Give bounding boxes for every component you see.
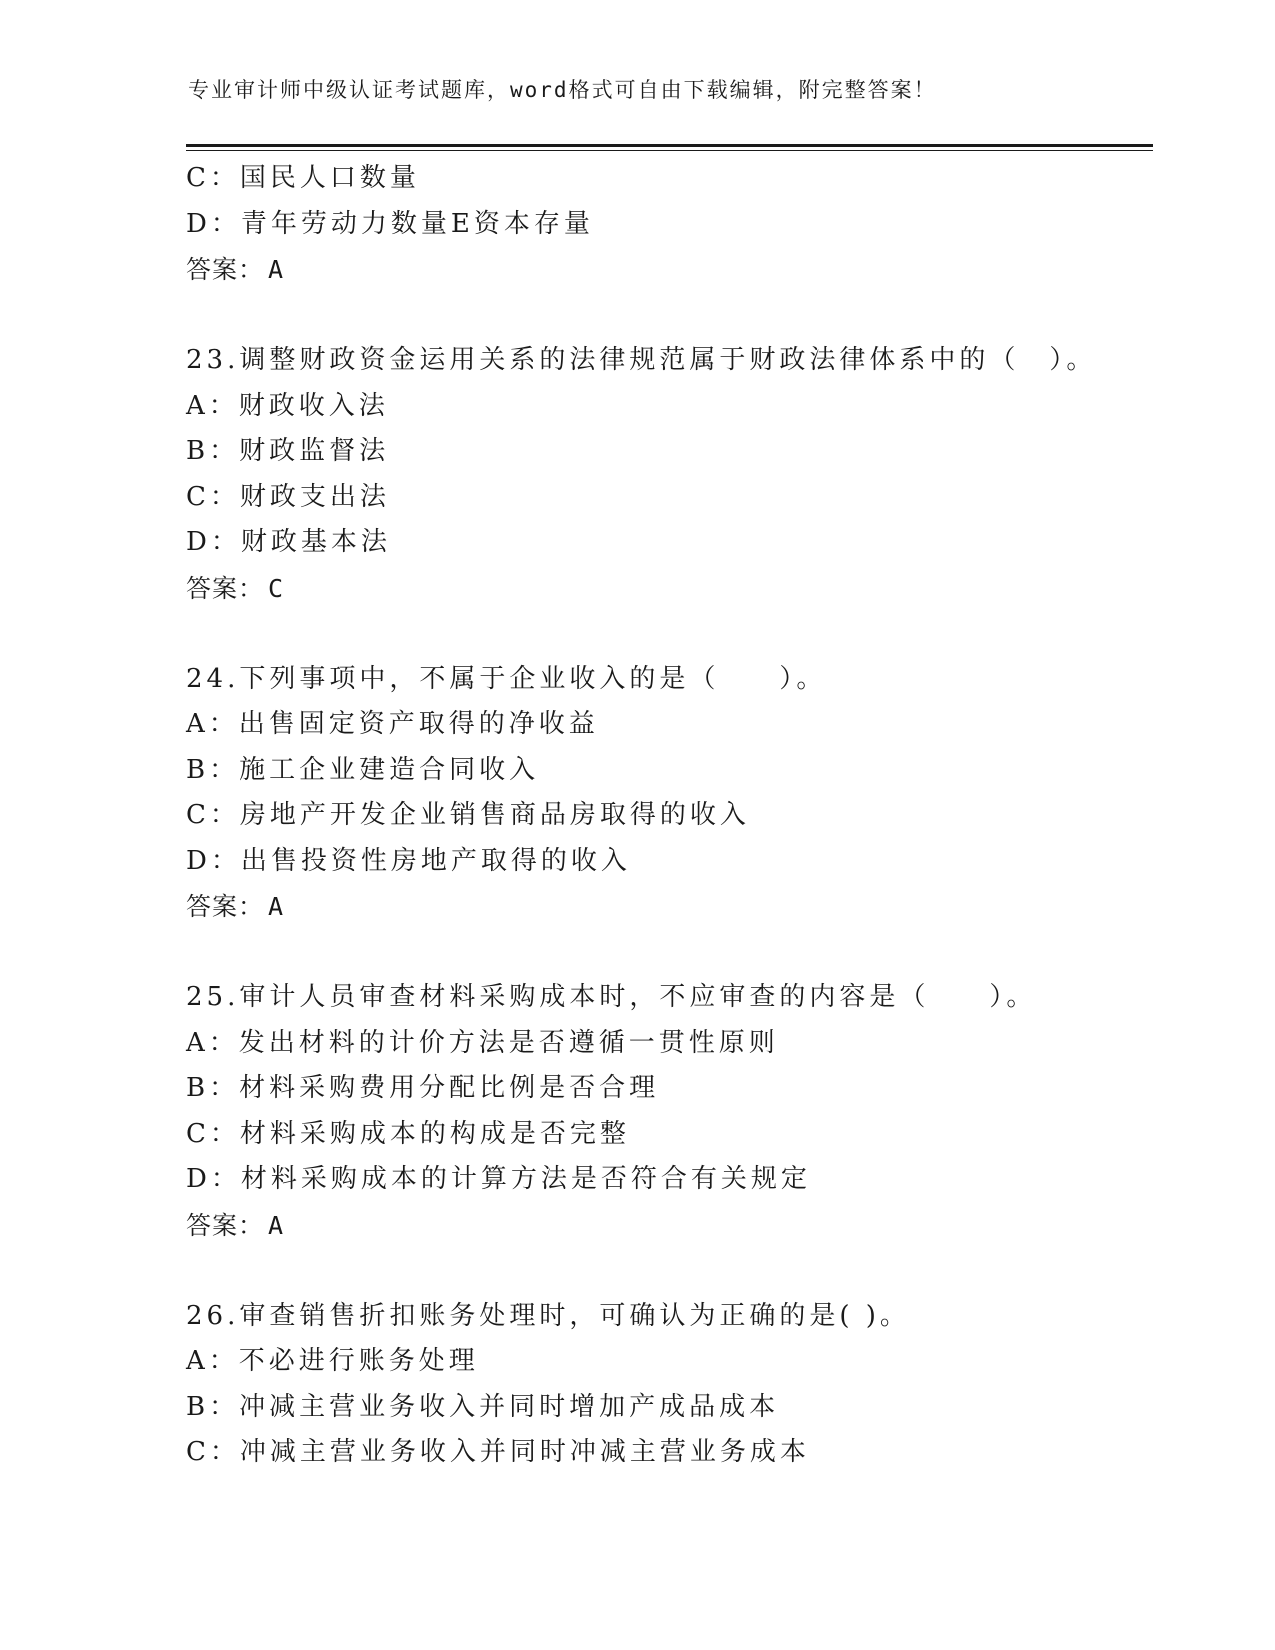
option-c: C：国民人口数量 bbox=[186, 163, 420, 193]
option-a: A：出售固定资产取得的净收益 bbox=[186, 709, 599, 739]
answer-label: 答案： bbox=[186, 892, 265, 921]
header-rule-thick bbox=[186, 144, 1153, 147]
option-c: C：材料采购成本的构成是否完整 bbox=[186, 1118, 630, 1149]
page-header: 专业审计师中级认证考试题库，word格式可自由下载编辑，附完整答案！ bbox=[188, 78, 937, 102]
option-b: B：施工企业建造合同收入 bbox=[186, 754, 540, 785]
question-24 bbox=[186, 657, 1146, 930]
answer-label: 答案： bbox=[186, 573, 265, 603]
option-c: C：冲减主营业务收入并同时冲减主营业务成本 bbox=[186, 1437, 810, 1467]
question-23 bbox=[186, 338, 1146, 611]
question-25 bbox=[186, 975, 1146, 1248]
option-d: D：青年劳动力数量E资本存量 bbox=[186, 208, 594, 239]
question-text: 23.调整财政资金运用关系的法律规范属于财政法律体系中的（ ）。 bbox=[186, 345, 1097, 375]
answer-line bbox=[186, 247, 1146, 293]
option-a: A：发出材料的计价方法是否遵循一贯性原则 bbox=[186, 1027, 779, 1058]
option-b: B：冲减主营业务收入并同时增加产成品成本 bbox=[186, 1391, 780, 1422]
answer-line bbox=[186, 566, 1146, 612]
option-d: D：材料采购成本的计算方法是否符合有关规定 bbox=[186, 1164, 811, 1194]
option-d: D：财政基本法 bbox=[186, 527, 391, 557]
option-c: C：房地产开发企业销售商品房取得的收入 bbox=[186, 800, 750, 830]
answer-value: A bbox=[268, 892, 285, 921]
answer-value: A bbox=[268, 1210, 285, 1240]
answer-line bbox=[186, 1203, 1146, 1249]
option-c: C：财政支出法 bbox=[186, 481, 390, 512]
question-text: 25.审计人员审查材料采购成本时，不应审查的内容是（ ）。 bbox=[186, 982, 1037, 1012]
question-26 bbox=[186, 1294, 1146, 1476]
answer-value: C bbox=[268, 573, 285, 603]
option-a: A：不必进行账务处理 bbox=[186, 1346, 479, 1376]
question-text: 24.下列事项中，不属于企业收入的是（ ）。 bbox=[186, 663, 827, 694]
answer-value: A bbox=[268, 255, 285, 284]
option-b: B：财政监督法 bbox=[186, 436, 390, 466]
header-rule-thin bbox=[186, 150, 1153, 151]
question-22-continued bbox=[186, 156, 1146, 293]
question-list bbox=[186, 156, 1146, 1476]
answer-label: 答案： bbox=[186, 255, 265, 284]
answer-label: 答案： bbox=[186, 1210, 265, 1240]
answer-line bbox=[186, 884, 1146, 930]
option-b: B：材料采购费用分配比例是否合理 bbox=[186, 1073, 660, 1103]
option-a: A：财政收入法 bbox=[186, 390, 389, 421]
option-d: D：出售投资性房地产取得的收入 bbox=[186, 845, 631, 876]
question-text: 26.审查销售折扣账务处理时，可确认为正确的是( )。 bbox=[186, 1300, 910, 1331]
